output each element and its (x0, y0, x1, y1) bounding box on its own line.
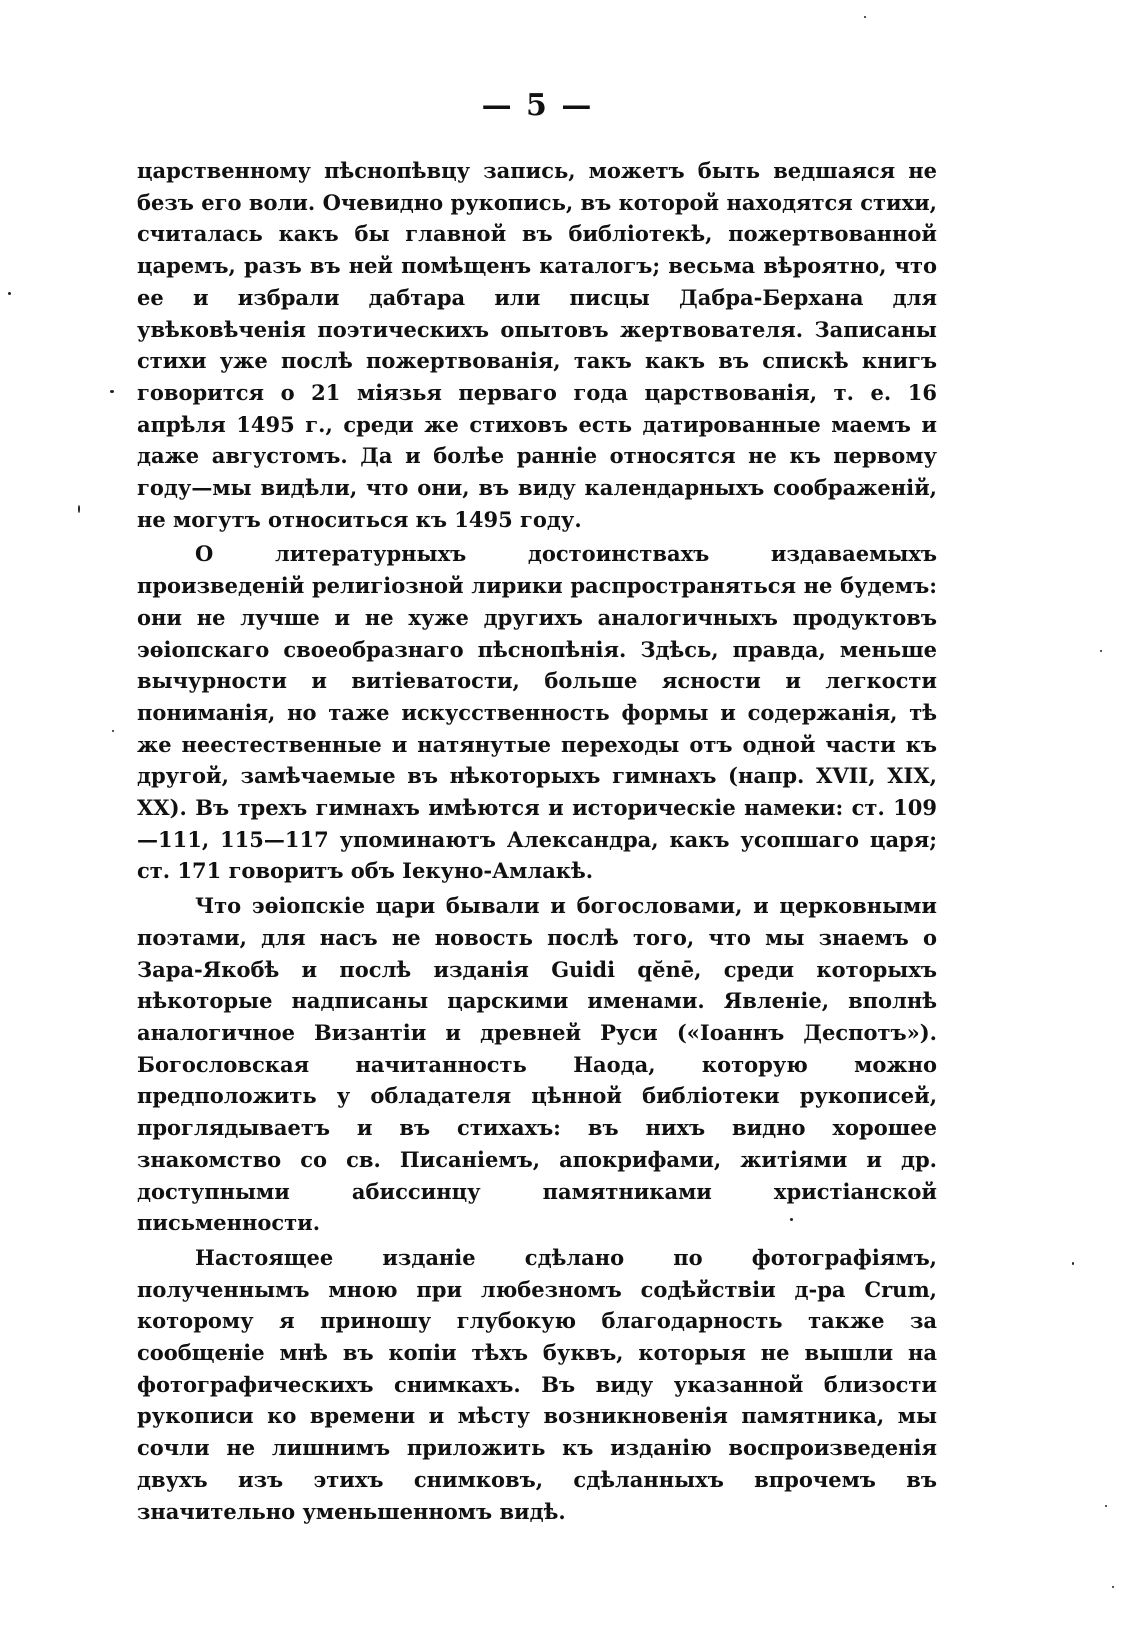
scan-speck (1100, 650, 1102, 652)
page-number: — 5 — (481, 88, 594, 123)
scan-speck (8, 292, 11, 295)
scan-speck (1072, 1262, 1074, 1265)
scan-speck (1112, 1586, 1114, 1588)
scan-speck (110, 390, 114, 393)
body-text (137, 155, 937, 1530)
scan-speck (112, 730, 114, 732)
paragraph-4: Настоящее изданіе сдѣлано по фотографіямъ, полученнымъ мною при любезномъ содѣйствіи д-ра Crum, которому я приношу глубокую благодарность также за сообщеніе мнѣ въ копіи тѣхъ буквъ, которыя не вышли на фотографическихъ снимкахъ. Въ виду указанной близости рукописи ко времени и мѣсту возникновенія памятника, мы сочли не лишнимъ приложить къ изданію воспроизведенія двухъ изъ этихъ снимковъ, сдѣланныхъ впрочемъ въ значительно уменьшенномъ видѣ. (137, 1244, 937, 1524)
paragraph-1: царственному пѣснопѣвцу запись, можетъ быть ведшаяся не безъ его воли. Очевидно рукопись, въ которой находятся стихи, считалась какъ бы главной въ библіотекѣ, пожертвованной царемъ, разъ въ ней помѣщенъ каталогъ; весьма вѣроятно, что ее и избрали дабтара или писцы Дабра-Берхана для увѣковѣченія поэтическихъ опытовъ жертвователя. Записаны стихи уже послѣ пожертвованія, такъ какъ въ спискѣ книгъ говорится о 21 міязья перваго года царствованія, т. е. 16 апрѣля 1495 г., среди же стиховъ есть датированные маемъ и даже августомъ. Да и болѣе ранніе относятся не къ первому году—мы видѣли, что они, въ виду календарныхъ соображеній, не могутъ относиться къ 1495 году. (137, 158, 937, 532)
scan-speck (78, 505, 80, 513)
scan-speck (864, 16, 866, 18)
scan-speck (1105, 1505, 1107, 1507)
scan-speck (790, 1218, 793, 1221)
paragraph-2: О литературныхъ достоинствахъ издаваемыхъ произведеній религіозной лирики распространяться не будемъ: они не лучше и не хуже другихъ аналогичныхъ продуктовъ эѳіопскаго своеобразнаго пѣснопѣнія. Здѣсь, правда, меньше вычурности и витіеватости, больше ясности и легкости пониманія, но таже искусственность формы и содержанія, тѣ же неестественные и натянутые переходы отъ одной части къ другой, замѣчаемые въ нѣкоторыхъ гимнахъ (напр. XVII, XIX, XX). Въ трехъ гимнахъ имѣются и историческіе намеки: ст. 109—111, 115—117 упоминаютъ Александра, какъ усопшаго царя; ст. 171 говоритъ объ Іекуно-Амлакѣ. (137, 541, 937, 884)
paragraph-3: Что эѳіопскіе цари бывали и богословами, и церковными поэтами, для насъ не новость послѣ того, что мы знаемъ о Зара-Якобѣ и послѣ изданія Guidi qĕnē, среди которыхъ нѣкоторые надписаны царскими именами. Явленіе, вполнѣ аналогичное Византіи и древней Руси («Іоаннъ Деспотъ»). Богословская начитанность Наода, которую можно предположить у обладателя цѣнной библіотеки рукописей, проглядываетъ и въ стихахъ: въ нихъ видно хорошее знакомство со св. Писаніемъ, апокрифами, житіями и др. доступными абиссинцу памятниками христіанской письменности. (137, 893, 937, 1236)
